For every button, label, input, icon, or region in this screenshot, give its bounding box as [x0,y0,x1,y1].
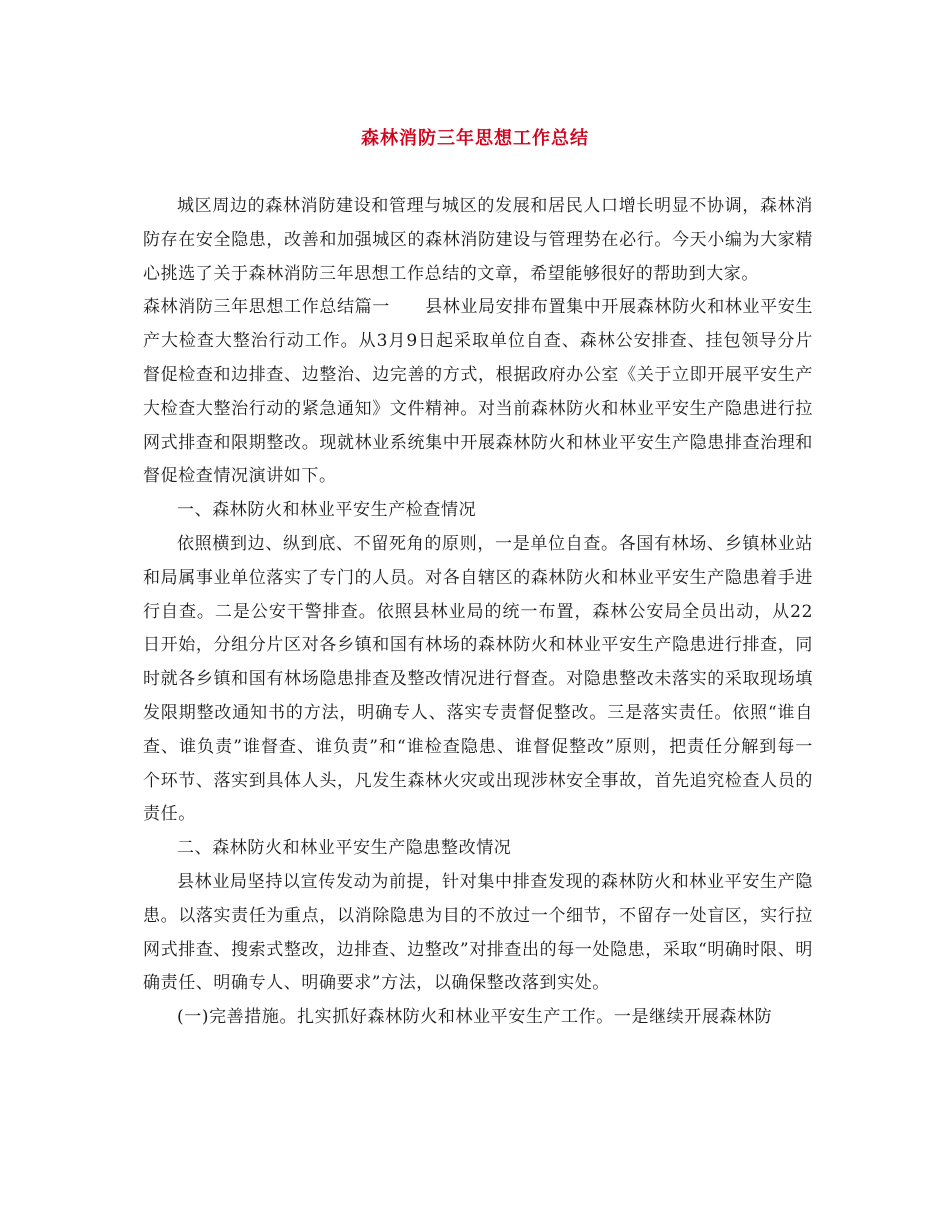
paragraph-measures: (一)完善措施。扎实抓好森林防火和林业平安生产工作。一是继续开展森林防 [177,1007,773,1028]
paragraph-inspection: 依照横到边、纵到底、不留死角的原则，一是单位自查。各国有林场、乡镇林业站和局属事业单位落实了专门的人员。对各自辖区的森林防火和林业平安生产隐患着手进行自查。二是公安干警排查。依照县林业局的统一布置，森林公安局全员出动，从22日开始，分组分片区对各乡镇和国有林场的森林防火和林业平安生产隐患进行排查，同时就各乡镇和国有林场隐患排查及整改情况进行督查。对隐患整改未落实的采取现场填发限期整改通知书的方法，明确专人、落实专责督促整改。三是落实责任。依照“谁自查、谁负责”谁督查、谁负责”和“谁检查隐患、谁督促整改”原则，把责任分解到每一个环节、落实到具体人头，凡发生森林火灾或出现涉林安全事故，首先追究检查人员的责任。 [143,533,813,825]
section-heading-2: 二、森林防火和林业平安生产隐患整改情况 [177,838,512,859]
paragraph-intro: 城区周边的森林消防建设和管理与城区的发展和居民人口增长明显不协调，森林消防存在安全隐患，改善和加强城区的森林消防建设与管理势在必行。今天小编为大家精心挑选了关于森林消防三年思想工作总结的文章，希望能够很好的帮助到大家。 [143,196,813,284]
section-heading-1: 一、森林防火和林业平安生产检查情况 [177,500,477,521]
paragraph-part-one: 森林消防三年思想工作总结篇一 县林业局安排布置集中开展森林防火和林业平安生产大检查大整治行动工作。从3月9日起采取单位自查、森林公安排查、挂包领导分片督促检查和边排查、边整治、边完善的方式，根据政府办公室《关于立即开展平安生产大检查大整治行动的紧急通知》文件精神。对当前森林防火和林业平安生产隐患进行拉网式排查和限期整改。现就林业系统集中开展森林防火和林业平安生产隐患排查治理和督促检查情况演讲如下。 [143,297,813,487]
document-title: 森林消防三年思想工作总结 [361,128,589,149]
document-body [143,190,813,1035]
paragraph-rectification: 县林业局坚持以宣传发动为前提，针对集中排查发现的森林防火和林业平安生产隐患。以落实责任为重点，以消除隐患为目的不放过一个细节，不留存一处盲区，实行拉网式排查、搜索式整改，边排查、边整改”对排查出的每一处隐患，采取“明确时限、明确责任、明确专人、明确要求”方法，以确保整改落到实处。 [143,871,813,994]
